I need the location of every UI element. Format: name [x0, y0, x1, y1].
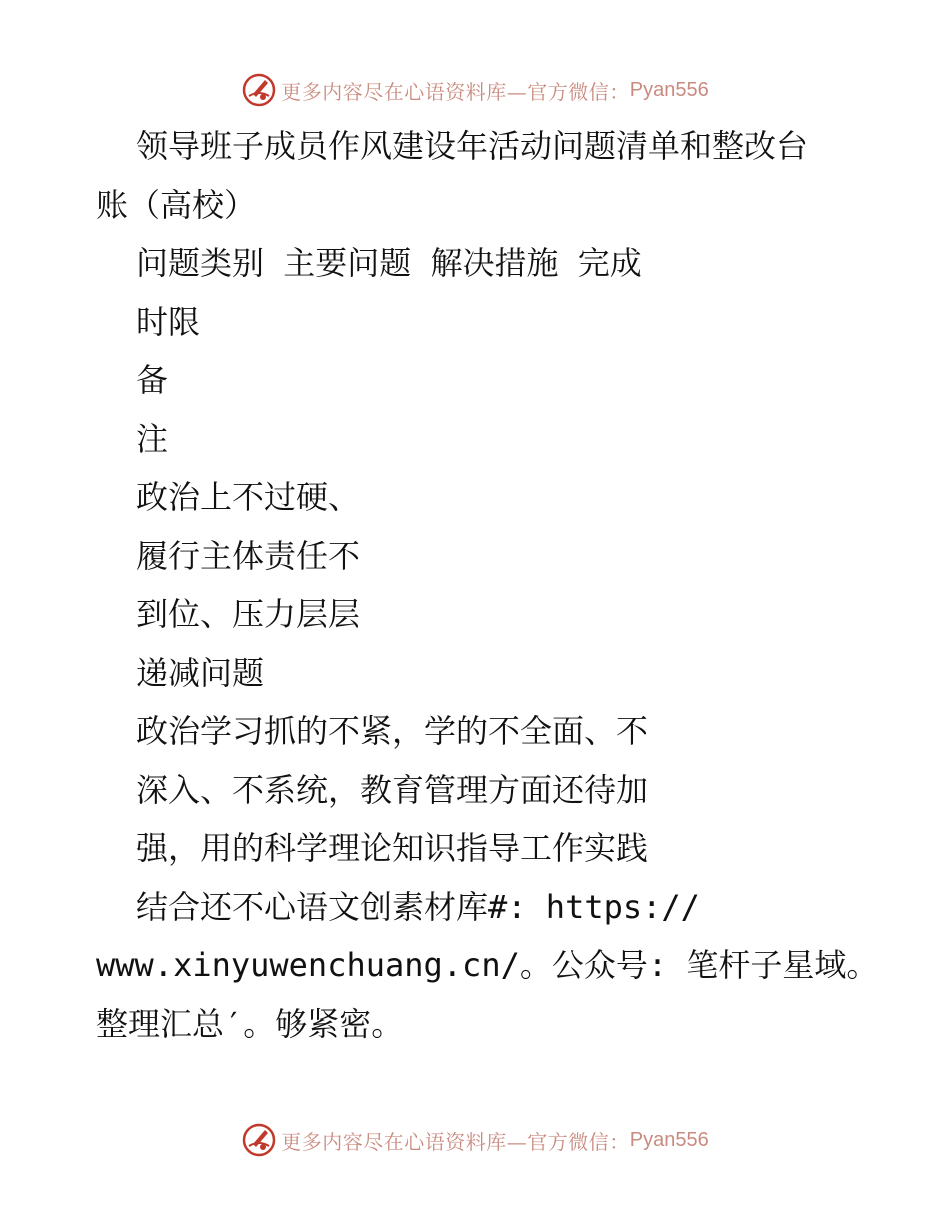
- doc-line: 结合还不心语文创素材库#: https://: [136, 887, 700, 926]
- doc-line: 强，用的科学理论知识指导工作实践: [136, 829, 649, 867]
- doc-line: 时限: [136, 302, 201, 341]
- doc-line: 递减问题: [136, 653, 265, 692]
- doc-line: 整理汇总′。够紧密。: [96, 1004, 404, 1043]
- doc-line: 履行主体责任不: [136, 536, 361, 575]
- doc-line: 政治上不过硬、: [136, 478, 361, 516]
- doc-line: 领导班子成员作风建设年活动问题清单和整改台: [136, 127, 809, 165]
- watermark-text: 更多内容尽在心语资料库—官方微信：: [281, 79, 630, 104]
- doc-line: 账（高校）: [96, 185, 257, 224]
- doc-line: 政治学习抓的不紧，学的不全面、不: [136, 712, 649, 750]
- book-pen-logo-icon: [241, 72, 277, 108]
- watermark-handle: Pyan556: [629, 78, 709, 101]
- footer-watermark: [0, 1120, 950, 1160]
- header-watermark: [0, 70, 950, 110]
- book-pen-logo-icon: [241, 1122, 277, 1158]
- doc-line: www.xinyuwenchuang.cn/。公众号: 笔杆子星域。: [96, 946, 879, 984]
- doc-line: 到位、压力层层: [136, 595, 361, 633]
- document-body: [96, 117, 879, 1053]
- watermark-handle: Pyan556: [629, 1128, 709, 1151]
- doc-line: 备: [136, 361, 169, 399]
- doc-line: 注: [136, 419, 169, 458]
- doc-line: 深入、不系统，教育管理方面还待加: [136, 770, 649, 809]
- doc-line: 问题类别 主要问题 解决措施 完成: [136, 244, 642, 282]
- watermark-text: 更多内容尽在心语资料库—官方微信：: [281, 1129, 630, 1154]
